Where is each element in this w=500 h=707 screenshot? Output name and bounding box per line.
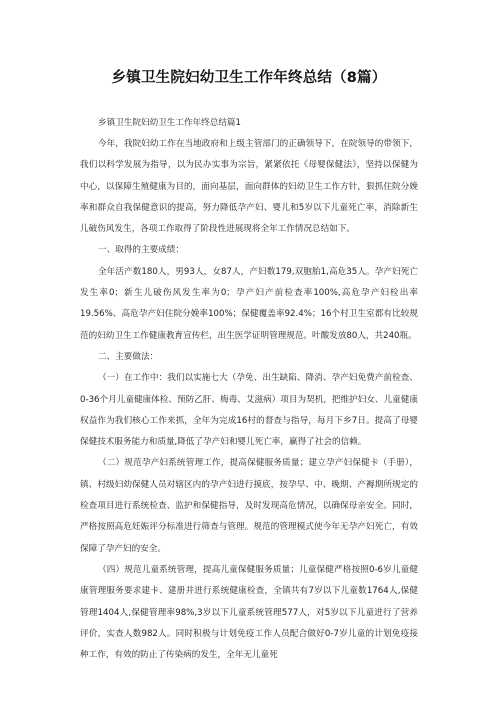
paragraph-intro: 今年，我院妇幼工作在当地政府和上级主管部门的正确领导下，在院领导的带领下，我们以科学发展为指导，以为民办实事为宗旨，紧紧依托《母婴保健法》，坚持以保健为中心，以保障生殖健康为目的，面向基层，面向群体的妇幼卫生工作方针，狠抓住院分娩率和群众自我保健意识的提高，努力降低孕产妇、婴儿和5岁以下儿童死亡率，消除新生儿破伤风发生，各项工作取得了阶段性进展现将全年工作情况总结如下。 <box>80 139 418 235</box>
heading-achievements: 一、取得的主要成绩： <box>98 245 184 256</box>
document-title: 乡镇卫生院妇幼卫生工作年终总结（8篇） <box>111 70 387 86</box>
paragraph-achievements: 全年活产数180人，男93人，女87人，产妇数179,双胞胎1,高危35人。孕产妇死亡发生率0；新生儿破伤风发生率为0；孕产妇产前检查率100%,高危孕产妇检出率19.56%、高危孕产妇住院分娩率100%；保健覆盖率92.4%；16个村卫生室都有比较规范的妇幼卫生工作健康教育宣传栏，出生医学证明管理规范。叶酸发放80人，共240瓶。 <box>80 266 418 341</box>
paragraph-method-2: （二）规范孕产妇系统管理工作，提高保健服务质量；建立孕产妇保健卡（手册），镇、村级妇幼保健人员对辖区内的孕产妇进行摸底，按孕早、中、晚期、产褥期所规定的检查项目进行系统检查、监护和保健指导，及时发现高危情况，以确保母亲安全。同时，严格按照高危妊娠评分标准进行筛查与管理。规范的管理模式使今年无孕产妇死亡，有效保障了孕产妇的安全。 <box>80 458 418 554</box>
section-subtitle: 乡镇卫生院妇幼卫生工作年终总结篇1 <box>98 118 241 128</box>
paragraph-method-1: （一）在工作中：我们以实施七大（孕免、出生缺陷、降消、孕产妇免费产前检查、0-36个月儿童健康体检、预防乙肝、梅毒、艾滋病）项目为契机，把维护妇女、儿童健康权益作为我们核心工作来抓，全年为完成16村的督查与指导，每月下乡7日。提高了母婴保健技术服务能力和质量,降低了孕产妇和婴儿死亡率，赢得了社会的信赖。 <box>80 373 418 448</box>
paragraph-method-4: （四）规范儿童系统管理，提高儿童保健服务质量；儿童保健严格按照0-6岁儿童健康管理服务要求建卡、建册并进行系统健康检查，全镇共有7岁以下儿童数1764人,保健管理1404人,保健管理率98%,3岁以下儿童系统管理577人，对5岁以下儿童进行了营养评价，实查人数982人。同时积极与计划免疫工作人员配合做好0-7岁儿童的计划免疫接种工作，有效的防止了传染病的发生，全年无儿童死 <box>80 564 418 661</box>
heading-methods: 二、主要做法： <box>98 351 159 362</box>
